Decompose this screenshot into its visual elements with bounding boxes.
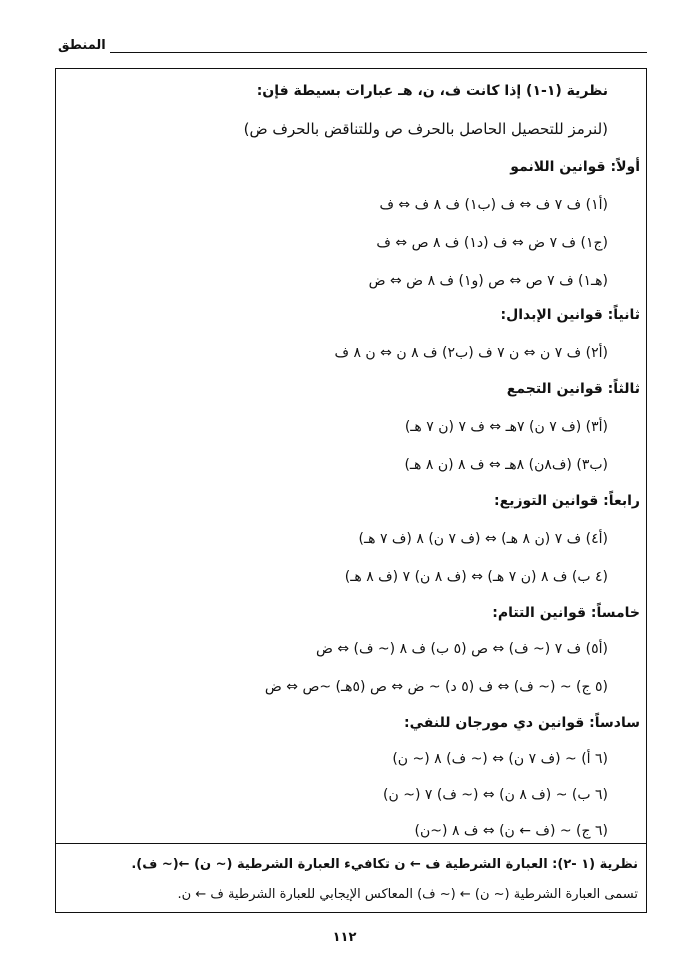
law-line: (ب٣) (ف٨ن) ٨هـ ⇔ ف ٨ (ن ٨ هـ) [404, 457, 608, 473]
law-line: (٤ ب) ف ٨ (ن ٧ هـ) ⇔ (ف ٨ ن) ٧ (ف ٨ هـ) [344, 569, 608, 585]
law-line: (٥ ج) ~ (~ ف) ⇔ ف (٥ د) ~ ض ⇔ ص (٥هـ) ~ص ⇔ ض [264, 679, 608, 695]
law-line: (أ٤) ف ٧ (ن ٨ هـ) ⇔ (ف ٧ ن) ٨ (ف ٧ هـ) [358, 531, 608, 547]
section-heading: ثانياً: قوانين الإبدال: [500, 307, 640, 323]
law-line: (هـ١) ف ٧ ص ⇔ ص (و١) ف ٨ ض ⇔ ض [368, 273, 608, 289]
law-line: (ج١) ف ٧ ض ⇔ ف (د١) ف ٨ ص ⇔ ف [376, 235, 608, 251]
theorem2-line1: نظرية (١ -٢): العبارة الشرطية ف ← ن تكافيء العبارة الشرطية (~ ن) ←(~ ف). [131, 857, 638, 872]
law-line: (أ٣) (ف ٧ ن) ٧هـ ⇔ ف ٧ (ن ٧ هـ) [404, 419, 608, 435]
page-number: ١١٢ [332, 930, 357, 945]
section-heading: ثالثاً: قوانين التجمع [506, 381, 640, 397]
box-divider [56, 843, 646, 844]
header-rule [110, 52, 647, 53]
law-line: (أ١) ف ٧ ف ⇔ ف (ب١) ف ٨ ف ⇔ ف [379, 197, 608, 213]
law-line: (أ٥) ف ٧ (~ ف) ⇔ ص (٥ ب) ف ٨ (~ ف) ⇔ ض [315, 641, 608, 657]
content-box [55, 68, 647, 913]
section-heading: رابعاً: قوانين التوزيع: [494, 493, 640, 509]
law-line: (٦ ج) ~ (ف ← ن) ⇔ ف ٨ (~ن) [414, 823, 608, 839]
section-heading: خامساً: قوانين التتام: [492, 605, 640, 621]
law-line: (٦ ب) ~ (ف ٨ ن) ⇔ (~ ف) ٧ (~ ن) [383, 787, 608, 803]
theorem1-title: نظرية (١-١) إذا كانت ف، ن، هـ عبارات بسيطة فإن: [256, 83, 608, 99]
theorem1-note: (لنرمز للتحصيل الحاصل بالحرف ص وللتناقض بالحرف ض) [243, 120, 608, 138]
section-heading: سادساً: قوانين دي مورجان للنفي: [404, 715, 640, 731]
law-line: (٦ أ) ~ (ف ٧ ن) ⇔ (~ ف) ٨ (~ ن) [392, 751, 608, 767]
section-heading: أولاً: قوانين اللانمو [510, 159, 640, 175]
running-header: المنطق [58, 38, 106, 53]
theorem2-line2: تسمى العبارة الشرطية (~ ن) ← (~ ف) المعاكس الإيجابي للعبارة الشرطية ف ← ن. [177, 887, 638, 902]
law-line: (أ٢) ف ٧ ن ⇔ ن ٧ ف (ب٢) ف ٨ ن ⇔ ن ٨ ف [334, 345, 608, 361]
